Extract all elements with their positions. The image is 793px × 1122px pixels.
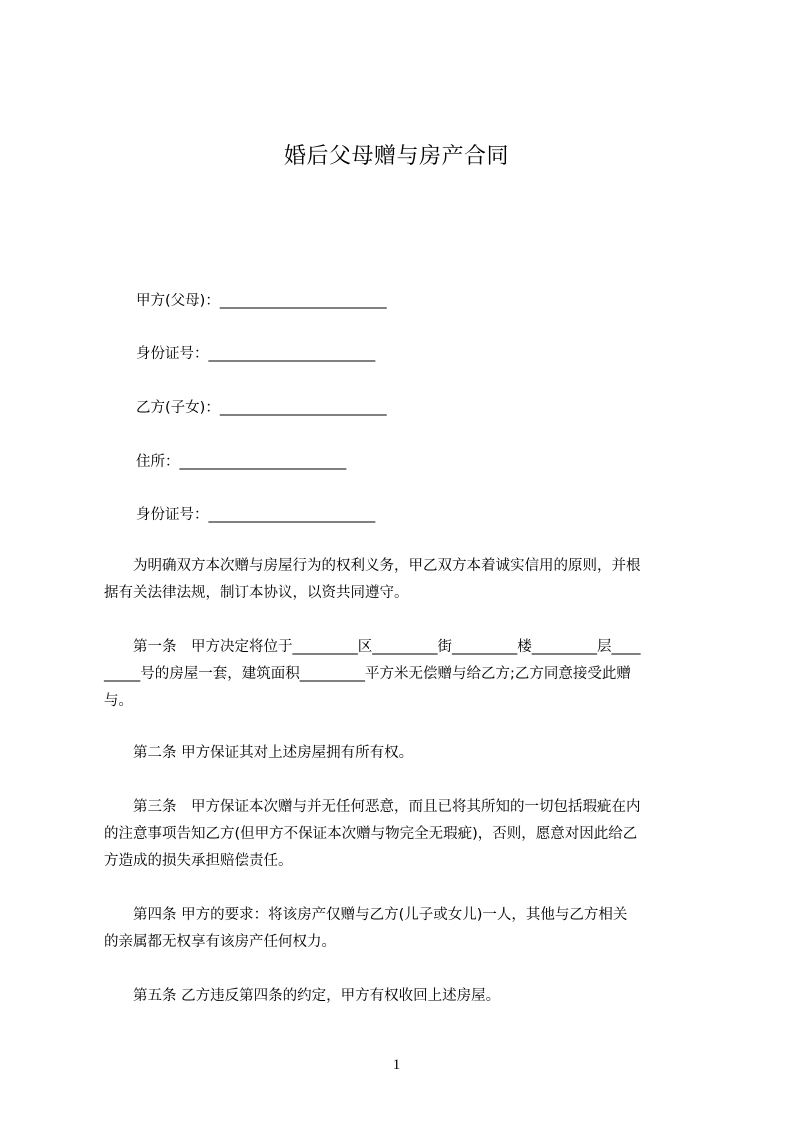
id-number-field-1: 身份证号：_______________________ [136,346,376,362]
intro-paragraph [104,553,704,607]
paragraph-line: 第四条 甲方的要求：将该房产仅赠与乙方(儿子或女儿)一人，其他与乙方相关 [104,907,628,923]
paragraph-line: _____号的房屋一套，建筑面积_________平方米无偿赠与给乙方;乙方同意接受此赠 [104,666,631,682]
paragraph-line: 与。 [104,693,133,709]
party-b-field: 乙方(子女)：_______________________ [136,400,387,416]
document-title: 婚后父母赠与房产合同 [283,144,509,169]
article-2-paragraph [104,740,704,767]
paragraph-line: 第二条 甲方保证其对上述房屋拥有所有权。 [104,745,414,761]
party-a-field: 甲方(父母)：_______________________ [136,293,387,309]
paragraph-line: 第三条 甲方保证本次赠与并无任何恶意，而且已将其所知的一切包括瑕疵在内 [104,799,641,815]
article-1-paragraph [104,634,704,715]
article-3-paragraph [104,794,704,875]
paragraph-line: 为明确双方本次赠与房屋行为的权利义务，甲乙双方本着诚实信用的原则，并根 [104,558,641,574]
article-4-paragraph [104,902,704,956]
paragraph-line: 方造成的损失承担赔偿责任。 [104,853,293,869]
paragraph-line: 的亲属都无权享有该房产任何权力。 [104,934,336,950]
page-number: 1 [392,1057,401,1073]
paragraph-line: 第一条 甲方决定将位于_________区_________街_________楼_________层____ [104,639,641,655]
paragraph-line: 据有关法律法规，制订本协议，以资共同遵守。 [104,585,409,601]
address-field: 住所：_______________________ [136,454,347,470]
paragraph-line: 的注意事项告知乙方(但甲方不保证本次赠与物完全无瑕疵)，否则，愿意对因此给乙 [104,826,638,842]
article-5-paragraph [104,983,704,1010]
paragraph-line: 第五条 乙方违反第四条的约定，甲方有权收回上述房屋。 [104,988,501,1004]
id-number-field-2: 身份证号：_______________________ [136,507,376,523]
